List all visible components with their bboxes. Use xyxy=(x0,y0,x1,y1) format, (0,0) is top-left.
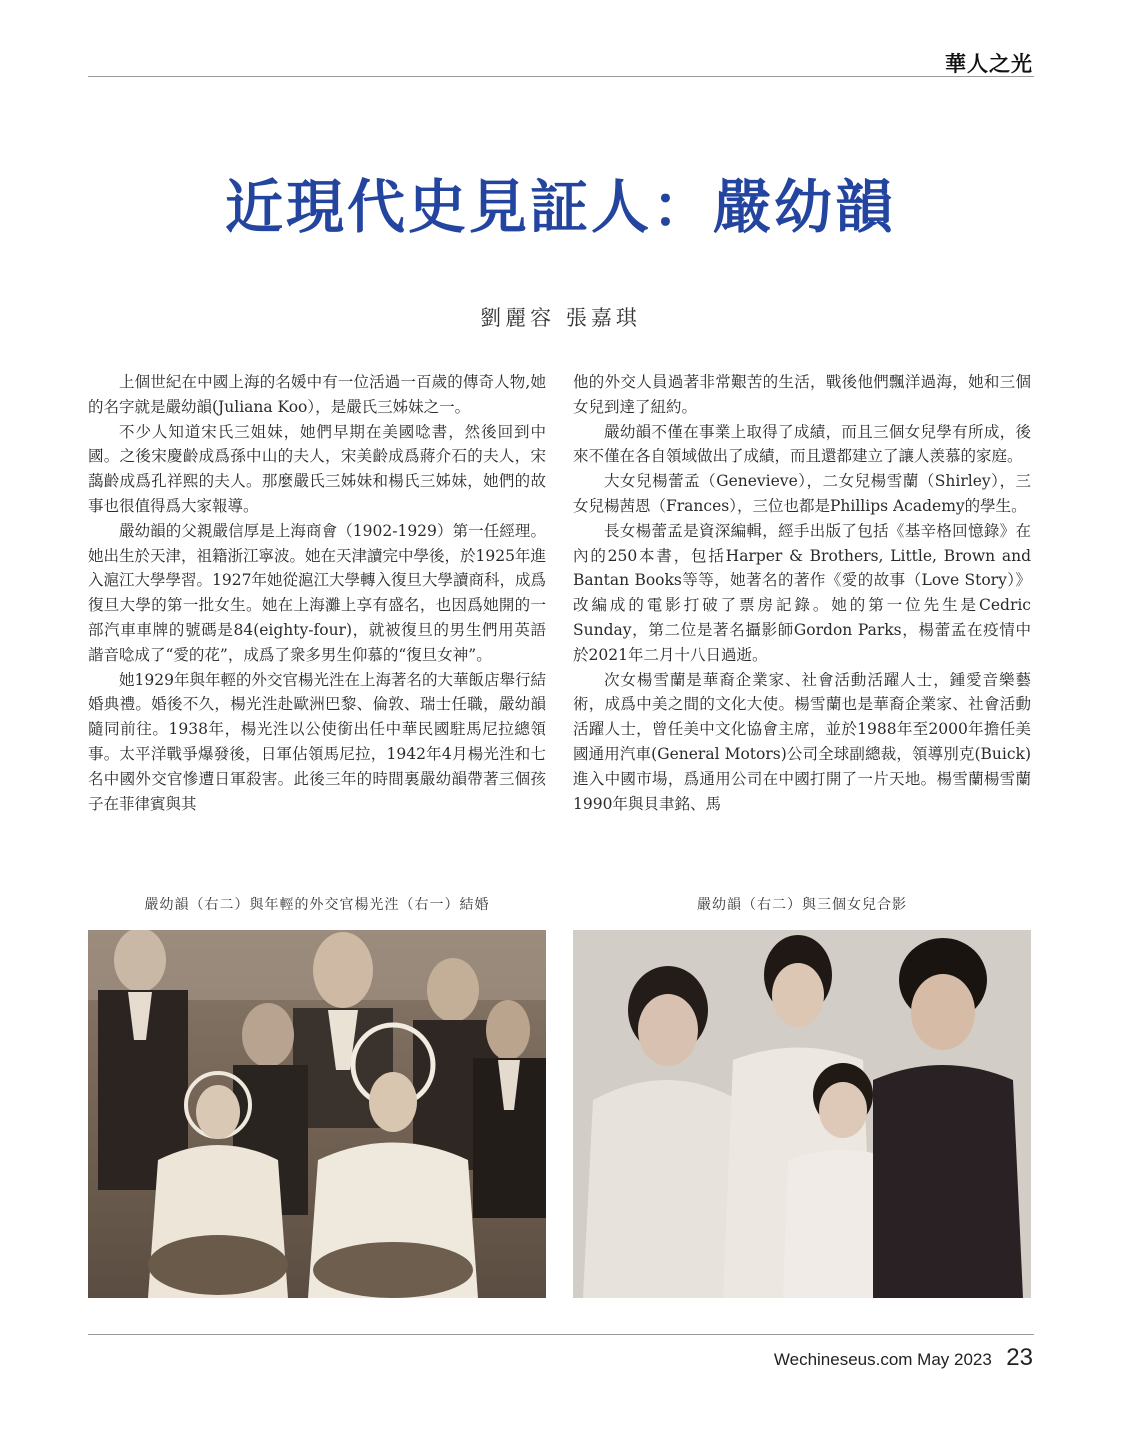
section-tag: 華人之光 xyxy=(945,51,1033,76)
paragraph: 嚴幼韻不僅在事業上取得了成績，而且三個女兒學有所成，後來不僅在各自領域做出了成績，而且還都建立了讓人羡慕的家庭。 xyxy=(573,422,1031,466)
wedding-photo xyxy=(88,930,546,1298)
paragraph: 長女楊蕾孟是資深編輯，經手出版了包括《基辛格回憶錄》在內的250本書，包括Harper & Brothers, Little, Brown and Bantan Books等等，她著名的著作《愛的故事（Love Story）》改編成的電影打破了票房記錄。她的第一位先生是Cedric Sunday，第二位是著名攝影師Gordon Parks，楊蕾孟在疫情中於2021年二月十八日過逝。 xyxy=(573,521,1031,664)
paragraph: 不少人知道宋氏三姐妹，她們早期在美國唸書，然後回到中國。之後宋慶齡成爲孫中山的夫人，宋美齡成爲蔣介石的夫人，宋藹齡成爲孔祥熙的夫人。那麼嚴氏三姊妹和楊氏三姊妹，她們的故事也很值得爲大家報導。 xyxy=(88,422,546,515)
family-photo-caption: 嚴幼韻（右二）與三個女兒合影 xyxy=(697,897,907,913)
page-number: 23 xyxy=(1006,1344,1033,1371)
paragraph: 次女楊雪蘭是華裔企業家、社會活動活躍人士，鍾愛音樂藝術，成爲中美之間的文化大使。楊雪蘭也是華裔企業家、社會活動活躍人士，曾任美中文化協會主席，並於1988年至2000年擔任美國通用汽車(General Motors)公司全球副總裁，領導別克(Buick)進入中國市場，爲通用公司在中國打開了一片天地。楊雪蘭楊雪蘭1990年與貝聿銘、馬 xyxy=(573,670,1031,813)
article-title: 近現代史見証人：嚴幼韻 xyxy=(224,173,896,241)
footer-divider xyxy=(88,1334,1034,1335)
family-photo xyxy=(573,930,1031,1298)
paragraph: 她1929年與年輕的外交官楊光泩在上海著名的大華飯店舉行結婚典禮。婚後不久，楊光泩赴歐洲巴黎、倫敦、瑞士任職，嚴幼韻隨同前往。1938年，楊光泩以公使銜出任中華民國駐馬尼拉總領事。太平洋戰爭爆發後，日軍佔領馬尼拉，1942年4月楊光泩和七名中國外交官慘遭日軍殺害。此後三年的時間裏嚴幼韻帶著三個孩子在菲律賓與其 xyxy=(88,670,546,813)
article-authors: 劉麗容 張嘉琪 xyxy=(480,306,641,330)
right-text-column xyxy=(573,370,1031,870)
paragraph: 嚴幼韻的父親嚴信厚是上海商會（1902-1929）第一任經理。她出生於天津，祖籍浙江寧波。她在天津讀完中學後，於1925年進入滬江大學學習。1927年她從滬江大學轉入復旦大學讀商科，成爲復旦大學的第一批女生。她在上海灘上享有盛名，也因爲她開的一部汽車車牌的號碼是84(eighty-four)，就被復旦的男生們用英語諧音唸成了“愛的花”，成爲了衆多男生仰慕的“復旦女神”。 xyxy=(88,521,546,664)
paragraph: 他的外交人員過著非常艱苦的生活，戰後他們飄洋過海，她和三個女兒到達了紐約。 xyxy=(573,373,1031,416)
paragraph: 大女兒楊蕾孟（Genevieve），二女兒楊雪蘭（Shirley），三女兒楊茜恩（Frances），三位也都是Phillips Academy的學生。 xyxy=(573,472,1031,515)
footer-site-date: Wechineseus.com May 2023 xyxy=(773,1350,992,1369)
page-footer xyxy=(774,1344,1033,1372)
left-text-column xyxy=(88,370,546,870)
wedding-photo-caption: 嚴幼韻（右二）與年輕的外交官楊光泩（右一）結婚 xyxy=(144,897,490,913)
paragraph: 上個世紀在中國上海的名媛中有一位活過一百歲的傳奇人物,她的名字就是嚴幼韻(Juliana Koo），是嚴氏三姊妹之一。 xyxy=(88,373,546,416)
header-divider xyxy=(88,76,1034,77)
